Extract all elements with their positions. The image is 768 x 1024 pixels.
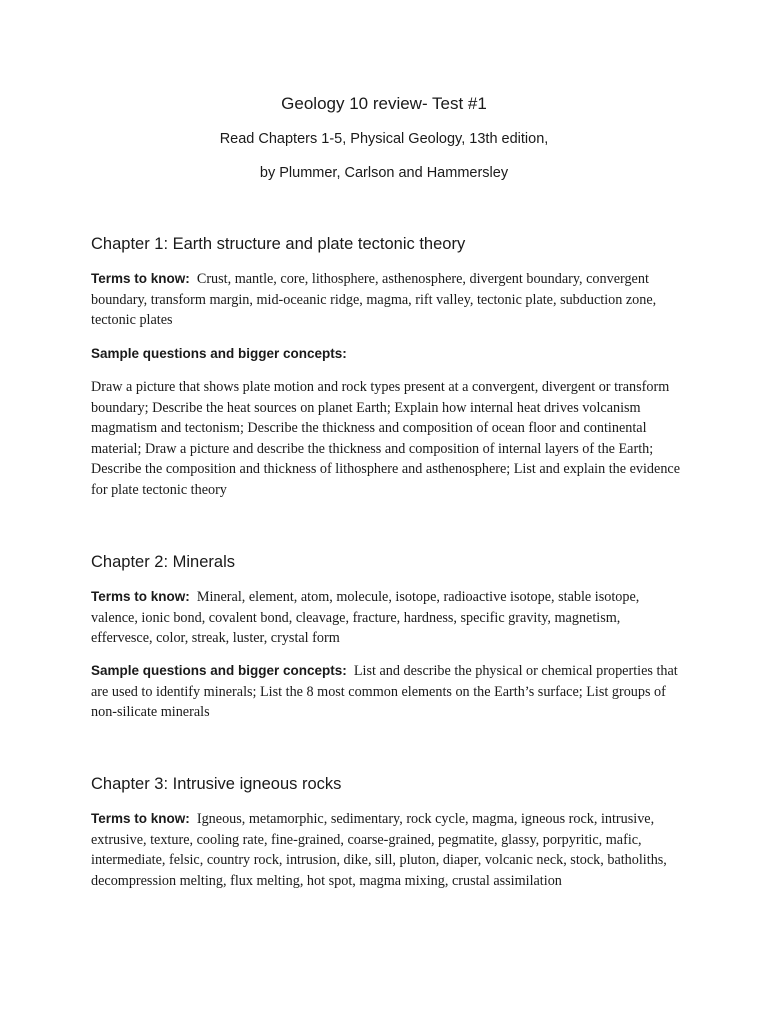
chapter-3-heading: Chapter 3: Intrusive igneous rocks [91,775,342,793]
chapter-2-terms-text: Mineral, element, atom, molecule, isotope, radioactive isotope, stable isotope, valence, ionic bond, covalent bond, cleavage, fracture, hardness, specific gravity, magnetism, effervesce, color, streak, luster, crystal form [91,589,640,647]
chapter-2-terms-label: Terms to know: [91,589,190,604]
chapter-1-sample-text: Draw a picture that shows plate motion and rock types present at a convergent, divergent or transform boundary; Describe the heat sources on planet Earth; Explain how internal heat drives volcanism magmatism and tectonism; Describe the thickness and composition of ocean floor and continental material; Draw a picture and describe the thickness and composition of internal layers of the Earth; Describe the composition and thickness of lithosphere and asthenosphere; List and explain the evidence for plate tectonic theory [91,379,681,498]
chapter-2-sample [91,661,681,723]
chapter-1-heading: Chapter 1: Earth structure and plate tectonic theory [91,235,466,253]
chapter-2-terms [91,587,681,649]
chapter-1-sample-label: Sample questions and bigger concepts: [91,346,347,361]
document-title: Geology 10 review- Test #1 [281,94,487,113]
book-authors: by Plummer, Carlson and Hammersley [259,165,509,181]
chapter-2-sample-text: List and describe the physical or chemical properties that are used to identify minerals; List the 8 most common elements on the Earth’s surface; List groups of non-silicate minerals [91,663,678,721]
chapter-2-sample-label: Sample questions and bigger concepts: [91,663,347,678]
chapter-1-terms-label: Terms to know: [91,271,190,286]
chapter-2-heading: Chapter 2: Minerals [91,553,235,571]
reading-assignment: Read Chapters 1-5, Physical Geology, 13th edition, [219,131,549,147]
chapter-1-terms-text: Crust, mantle, core, lithosphere, asthenosphere, divergent boundary, convergent boundary, transform margin, mid-oceanic ridge, magma, rift valley, tectonic plate, subduction zone, tectonic plates [91,271,657,329]
chapter-3-terms [91,809,681,891]
chapter-3-terms-text: Igneous, metamorphic, sedimentary, rock cycle, magma, igneous rock, intrusive, extrusive, texture, cooling rate, fine-grained, coarse-grained, pegmatite, glassy, porpyritic, mafic, intermediate, felsic, country rock, intrusion, dike, sill, pluton, diaper, volcanic neck, stock, batholiths, decompression melting, flux melting, hot spot, magma mixing, crustal assimilation [91,811,667,889]
chapter-1-terms [91,269,681,331]
chapter-3-terms-label: Terms to know: [91,811,190,826]
